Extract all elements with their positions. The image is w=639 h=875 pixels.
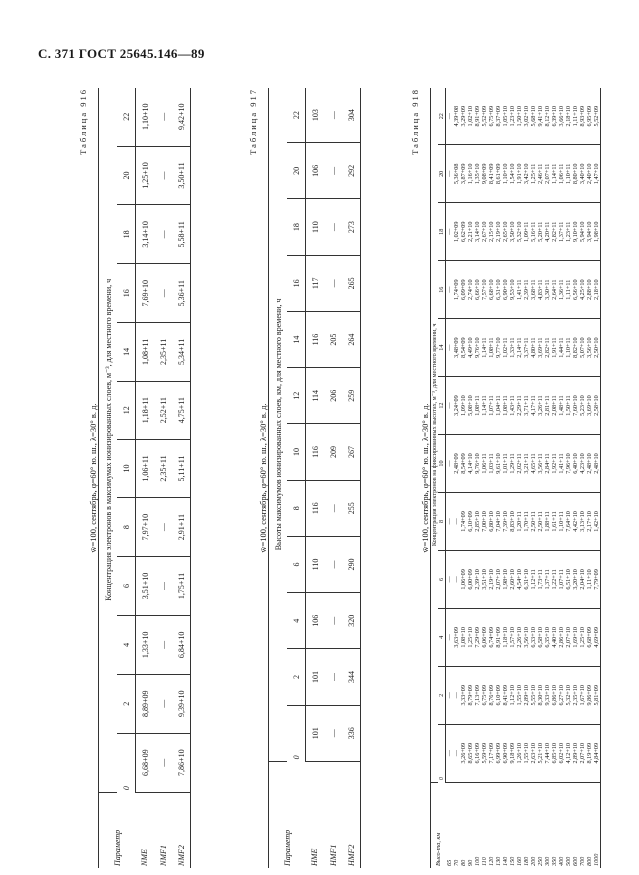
- value-column: — 4,39+08 3,29+09 1,02+10 8,91+09 5,52+09 6,75+09 8,37+09 1,05+10 1,23+10 1,50+10 3,02+10 5,68+10 9,41+10 8,12+10 6,39+10 3,66+10 2,18+10 1,11+10 8,93+09 6,95+09 5,52+09: [446, 88, 601, 145]
- hour-header: 14: [438, 319, 446, 377]
- hour-header: 6: [438, 550, 446, 608]
- hour-header: 0: [287, 705, 306, 761]
- hour-header: 4: [117, 615, 136, 674]
- table-cell: 116: [306, 311, 325, 367]
- table-cell: 5,36+11: [172, 264, 191, 323]
- table-cell: —: [154, 557, 172, 616]
- table-cell: —: [154, 264, 172, 323]
- table-cell: —: [324, 593, 342, 649]
- table-row: [172, 88, 191, 868]
- table-cell: 116: [306, 424, 325, 480]
- table-cell: 336: [342, 705, 361, 761]
- table-916-block: [78, 88, 191, 868]
- hour-header: 8: [438, 492, 446, 550]
- table-cell: 267: [342, 424, 361, 480]
- table-cell: 7,97+10: [136, 498, 155, 557]
- heights-column: 65 70 80 90 100 110 120 130 140 150 160 180 200 250 300 350 400 500 600 700 800 1000: [446, 782, 601, 868]
- hour-header: 14: [117, 323, 136, 381]
- hour-header: 10: [117, 439, 136, 497]
- value-column: — 1,02+09 6,62+09 2,21+10 3,14+10 2,67+10 2,15+10 2,19+10 2,65+10 3,50+10 5,32+10 1,09+11 5,16+11 5,20+11 4,20+11 2,82+11 1,37+11 1,23+11 9,10+10 5,94+10 3,94+10 1,98+10: [446, 203, 601, 261]
- row-param-name: HME: [310, 848, 320, 866]
- row-param-name: NMF1: [158, 845, 168, 866]
- table-cell: 2,35+11: [154, 323, 172, 381]
- table-cell: 6,84+10: [172, 615, 191, 674]
- hour-header: 4: [438, 608, 446, 666]
- table-cell: 3,51+10: [136, 557, 155, 616]
- hour-header: 12: [287, 368, 306, 424]
- rotated-page-area: [70, 78, 630, 868]
- table-row: [136, 88, 155, 868]
- table-916-subheader: Концентрация электронов в максимумах ионизированных слоев, м⁻³, для местного времени, ч: [99, 88, 118, 792]
- table-cell: 209: [324, 424, 342, 480]
- table-cell: 7,69+10: [136, 264, 155, 323]
- table-cell: —: [154, 498, 172, 557]
- value-column: — 1,74+09 6,09+09 2,74+10 6,66+10 7,57+10 6,68+10 6,31+10 6,90+10 9,53+10 1,41+11 2,39+11 3,68+11 4,83+11 3,30+11 2,64+11 1,36+11 1,11+11 6,56+10 4,25+10 2,88+10 2,18+10: [446, 261, 601, 319]
- table-cell: 205: [324, 311, 342, 367]
- table-cell: 1,33+10: [136, 615, 155, 674]
- hour-header: 10: [287, 424, 306, 480]
- table-row: [324, 88, 342, 868]
- table-917-label: Таблица 917: [248, 88, 258, 155]
- table-cell: 114: [306, 368, 325, 424]
- hour-header: 18: [438, 203, 446, 261]
- table-cell: —: [324, 143, 342, 199]
- hour-header: 4: [287, 593, 306, 649]
- table-916: [98, 88, 191, 868]
- hour-header: 16: [117, 264, 136, 323]
- table-cell: 1,75+11: [172, 557, 191, 616]
- hour-header: 12: [117, 381, 136, 439]
- hour-header: 16: [438, 261, 446, 319]
- hour-header: 14: [287, 311, 306, 367]
- value-column: — 5,36+08 3,87+09 1,16+10 1,35+10 9,08+09 8,41+09 8,61+09 1,10+10 1,54+10 1,91+10 3,42+10 1,25+11 2,46+11 2,07+11 1,14+11 1,06+11 1,10+11 8,80+10 3,40+10 2,40+10 1,47+10: [446, 145, 601, 203]
- hour-header: 6: [117, 557, 136, 616]
- table-cell: —: [324, 255, 342, 311]
- table-cell: 1,08+11: [136, 323, 155, 381]
- row-param-name: NMF2: [172, 792, 191, 868]
- row-param-name: HMF1: [328, 844, 338, 866]
- table-cell: 110: [306, 536, 325, 592]
- table-cell: 304: [342, 88, 361, 143]
- table-cell: —: [154, 146, 172, 205]
- value-column: — — 3,33+09 8,79+09 7,13+09 6,75+09 8,76+09 6,10+09 8,41+09 1,12+10 1,55+10 2,89+10 5,55+10 8,30+10 9,33+10 6,86+10 6,27+10 5,32+10 2,35+10 1,67+10 9,86+09 5,81+09: [446, 666, 601, 724]
- hour-header: 20: [117, 146, 136, 205]
- table-cell: 1,06+11: [136, 439, 155, 497]
- table-cell: 9,42+10: [172, 88, 191, 146]
- table-cell: —: [154, 205, 172, 264]
- table-cell: —: [324, 649, 342, 705]
- table-cell: —: [154, 88, 172, 146]
- table-cell: —: [324, 88, 342, 143]
- height-header: Высо-та, км: [431, 782, 446, 868]
- hour-header: 22: [287, 88, 306, 143]
- rotated-content: [70, 78, 630, 868]
- table-cell: 273: [342, 199, 361, 255]
- hour-header: 0: [117, 733, 136, 792]
- hour-header: 20: [287, 143, 306, 199]
- table-cell: 5,11+11: [172, 439, 191, 497]
- table-918-conditions: w̄=100, сентябрь, φ=60° ю. ш., λ=30° в. д.: [420, 403, 430, 553]
- table-cell: 1,18+11: [136, 381, 155, 439]
- table-917-block: [248, 88, 361, 868]
- table-cell: 6,68+09: [136, 733, 155, 792]
- hour-header: 18: [117, 205, 136, 264]
- row-param-name: NME: [140, 849, 150, 866]
- hour-header: 22: [117, 88, 136, 146]
- table-918-block: [410, 88, 601, 868]
- hour-header: 2: [438, 666, 446, 724]
- table-cell: 7,86+10: [172, 733, 191, 792]
- hour-header: 6: [287, 536, 306, 592]
- param-header: Параметр: [99, 792, 136, 868]
- table-cell: 2,91+11: [172, 498, 191, 557]
- table-cell: —: [324, 199, 342, 255]
- table-row: [342, 88, 361, 868]
- table-cell: 116: [306, 480, 325, 536]
- table-cell: 255: [342, 480, 361, 536]
- table-917-subheader: Высоты максимумов ионизированных слоев, км, для местного времени, ч: [269, 88, 288, 761]
- table-row: [306, 88, 325, 868]
- hour-header: 20: [438, 145, 446, 203]
- table-cell: 3,50+11: [172, 146, 191, 205]
- hour-header: 8: [287, 480, 306, 536]
- hour-header: 16: [287, 255, 306, 311]
- table-cell: 290: [342, 536, 361, 592]
- table-cell: —: [324, 480, 342, 536]
- hour-header: 18: [287, 199, 306, 255]
- value-column: — — 1,06+09 6,00+09 2,39+10 3,51+10 2,19+10 2,07+10 1,98+10 2,60+10 4,54+10 6,31+10 1,12+11 1,73+11 1,37+11 1,22+11 1,07+11 6,51+10 3,20+10 2,04+10 1,11+10 7,79+09: [446, 550, 601, 608]
- table-cell: 320: [342, 593, 361, 649]
- hour-header: 2: [117, 674, 136, 733]
- table-cell: 110: [306, 199, 325, 255]
- table-cell: 106: [306, 593, 325, 649]
- table-cell: 3,14+10: [136, 205, 155, 264]
- table-cell: —: [154, 615, 172, 674]
- table-cell: 292: [342, 143, 361, 199]
- table-cell: 5,58+11: [172, 205, 191, 264]
- table-916-label: Таблица 916: [78, 88, 88, 155]
- table-918-subheader: Концентрация электронов на фиксированных высотах, м⁻³, для местного времени, ч: [431, 88, 439, 782]
- hour-header: 2: [287, 649, 306, 705]
- table-cell: 9,39+10: [172, 674, 191, 733]
- table-cell: 344: [342, 649, 361, 705]
- table-cell: 8,89+09: [136, 674, 155, 733]
- row-param-name: HMF2: [342, 761, 361, 868]
- table-cell: —: [324, 536, 342, 592]
- table-cell: —: [324, 705, 342, 761]
- value-column: — — 3,26+09 8,65+09 6,16+09 5,59+09 7,17+09 6,99+09 6,90+09 9,18+09 1,26+10 1,55+10 2,63+10 5,21+10 7,44+10 6,85+10 6,02+10 4,12+10 2,89+10 2,07+10 8,19+09 4,84+09: [446, 724, 601, 782]
- table-cell: 117: [306, 255, 325, 311]
- param-header: Параметр: [269, 761, 306, 868]
- hour-header: 22: [438, 88, 446, 145]
- table-917-conditions: w̄=100, сентябрь, φ=60° ю. ш., λ=30° в. д.: [258, 403, 268, 553]
- table-cell: 5,34+11: [172, 323, 191, 381]
- value-column: — 3,48+09 8,54+09 4,49+10 9,76+10 1,14+11 1,08+11 9,77+10 1,02+11 1,33+11 2,14+11 3,37+11 4,80+11 3,69+11 2,82+11 1,91+11 1,44+11 1,10+11 8,82+10 5,07+10 3,56+10 2,50+10: [446, 319, 601, 377]
- table-cell: 101: [306, 705, 325, 761]
- table-cell: —: [154, 733, 172, 792]
- table-cell: 264: [342, 311, 361, 367]
- hour-header: 0: [438, 724, 446, 782]
- value-column: — 3,24+09 1,09+10 5,08+10 1,08+11 1,14+11 1,07+11 1,04+11 1,08+11 1,43+11 2,29+11 3,71+11 4,17+11 3,26+11 2,81+11 2,08+11 1,48+11 1,50+11 7,60+10 5,23+10 3,69+10 2,58+10: [446, 377, 601, 435]
- value-column: — 3,63+09 1,08+10 1,25+10 7,29+09 6,06+09 6,74+09 8,91+09 1,18+10 1,57+10 2,26+10 3,56+10 6,33+10 6,58+10 6,35+10 4,40+10 2,86+10 2,07+10 1,69+10 1,25+10 6,68+09 4,69+09: [446, 608, 601, 666]
- hour-header: 12: [438, 377, 446, 435]
- table-cell: 4,75+11: [172, 381, 191, 439]
- table-cell: 103: [306, 88, 325, 143]
- table-917: [268, 88, 361, 868]
- table-918: [430, 88, 601, 868]
- page-header: С. 371 ГОСТ 25645.146—89: [38, 46, 205, 61]
- table-row: [154, 88, 172, 868]
- hour-header: 10: [438, 435, 446, 493]
- table-cell: 106: [306, 143, 325, 199]
- table-918-label: Таблица 918: [410, 88, 420, 155]
- table-916-conditions: w̄=100, сентябрь, φ=60° ю. ш., λ=30° в. д.: [88, 403, 98, 553]
- table-cell: 1,25+10: [136, 146, 155, 205]
- hour-header: 8: [117, 498, 136, 557]
- table-cell: 2,35+11: [154, 439, 172, 497]
- table-cell: —: [154, 674, 172, 733]
- table-cell: 206: [324, 368, 342, 424]
- table-cell: 1,10+10: [136, 88, 155, 146]
- value-column: — — 1,74+09 6,10+09 2,85+10 7,00+10 6,80+10 7,04+10 7,39+10 8,83+10 1,20+11 1,70+11 2,50+11 2,50+11 1,88+11 1,61+11 1,10+11 7,64+10 4,42+10 3,13+10 2,17+10 1,42+10: [446, 492, 601, 550]
- table-cell: 265: [342, 255, 361, 311]
- table-cell: 2,52+11: [154, 381, 172, 439]
- table-cell: 101: [306, 649, 325, 705]
- value-column: — 2,48+09 8,54+09 4,14+10 9,76+10 1,06+11 1,03+11 9,61+10 1,01+11 1,29+11 2,02+11 3,21+11 4,65+11 3,56+11 2,84+11 1,92+11 1,41+11 7,96+10 6,40+10 4,23+10 2,48+10 2,48+10: [446, 435, 601, 493]
- table-cell: 259: [342, 368, 361, 424]
